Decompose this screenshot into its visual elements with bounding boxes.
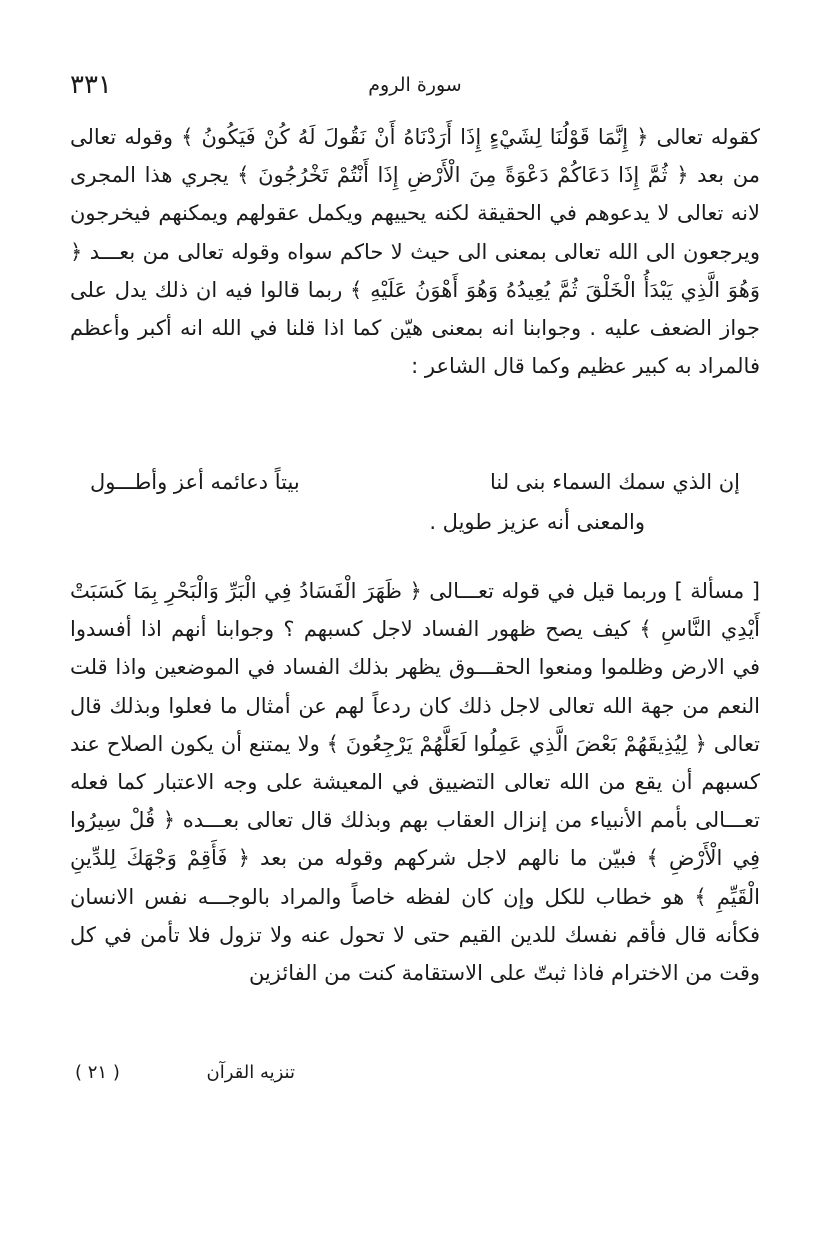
signature-mark: ( ٢١ ) bbox=[75, 1062, 120, 1083]
poetry-citation bbox=[70, 462, 760, 542]
page-number: ٣٣١ bbox=[70, 70, 112, 100]
page-footer bbox=[70, 1062, 760, 1092]
poem-first-hemistich: إن الذي سمك السماء بنى لنا bbox=[490, 470, 740, 494]
paragraph-one: كقوله تعالى ﴿ إِنَّمَا قَوْلُنَا لِشَيْءٍ إِذَا أَرَدْنَاهُ أَنْ نَقُولَ لَهُ كُنْ فَيَكُونُ ﴾ وقوله تعالى من بعد ﴿ ثُمَّ إِذَا دَعَاكُمْ دَعْوَةً مِنَ الْأَرْضِ إِذَا أَنْتُمْ تَخْرُجُونَ ﴾ يجري هذا المجرى لانه تعالى لا يدعوهم في الحقيقة لكنه يحييهم ويكمل عقولهم ويمكنهم فيخرجون ويرجعون الى الله تعالى بمعنى الى حيث لا حاكم سواه وقوله تعالى من بعـــد ﴿ وَهُوَ الَّذِي يَبْدَأُ الْخَلْقَ ثُمَّ يُعِيدُهُ وَهُوَ أَهْوَنُ عَلَيْهِ ﴾ ربما قالوا فيه ان ذلك يدل على جواز الضعف عليه . وجوابنا انه بمعنى هيّن كما اذا قلنا في الله انه أكبر وأعظم فالمراد به كبير عظيم وكما قال الشاعر : bbox=[70, 125, 760, 379]
poem-verse bbox=[70, 462, 760, 502]
poem-meaning: والمعنى أنه عزيز طويل . bbox=[429, 510, 645, 534]
book-title: تنزيه القرآن bbox=[206, 1062, 295, 1083]
page-header bbox=[70, 70, 760, 110]
second-passage bbox=[70, 572, 760, 992]
surah-title: سورة الروم bbox=[368, 74, 462, 96]
paragraph-two: [ مسألة ] وربما قيل في قوله تعـــالى ﴿ ظَهَرَ الْفَسَادُ فِي الْبَرِّ وَالْبَحْرِ بِمَا كَسَبَتْ أَيْدِي النَّاسِ ﴾ كيف يصح ظهور الفساد لاجل كسبهم ؟ وجوابنا أنهم اذا أفسدوا في الارض وظلموا ومنعوا الحقـــوق يظهر بذلك الفساد في الموضعين واذا قلت النعم من جهة الله تعالى لاجل ذلك كان ردعاً لهم عن أمثال ما فعلوا وبذلك قال تعالى ﴿ لِيُذِيقَهُمْ بَعْضَ الَّذِي عَمِلُوا لَعَلَّهُمْ يَرْجِعُونَ ﴾ ولا يمتنع أن يكون الصلاح عند كسبهم أن يقع من الله تعالى التضييق في المعيشة على وجه الاعتبار كما فعله تعـــالى بأمم الأنبياء من إنزال العقاب بهم وبذلك قال تعالى بعـــده ﴿ قُلْ سِيرُوا فِي الْأَرْضِ ﴾ فبيّن ما نالهم لاجل شركهم وقوله من بعد ﴿ فَأَقِمْ وَجْهَكَ لِلدِّينِ الْقَيِّمِ ﴾ هو خطاب للكل وإن كان لفظه خاصاً والمراد بالوجـــه نفس الانسان فكأنه قال فأقم نفسك للدين القيم حتى لا تحول عنه ولا تزول فلا تأمن في كل وقت من الاخترام فاذا ثبتّ على الاستقامة كنت من الفائزين bbox=[70, 579, 760, 986]
first-passage bbox=[70, 118, 760, 385]
poem-second-hemistich: بيتاً دعائمه أعز وأطـــول bbox=[90, 470, 300, 494]
